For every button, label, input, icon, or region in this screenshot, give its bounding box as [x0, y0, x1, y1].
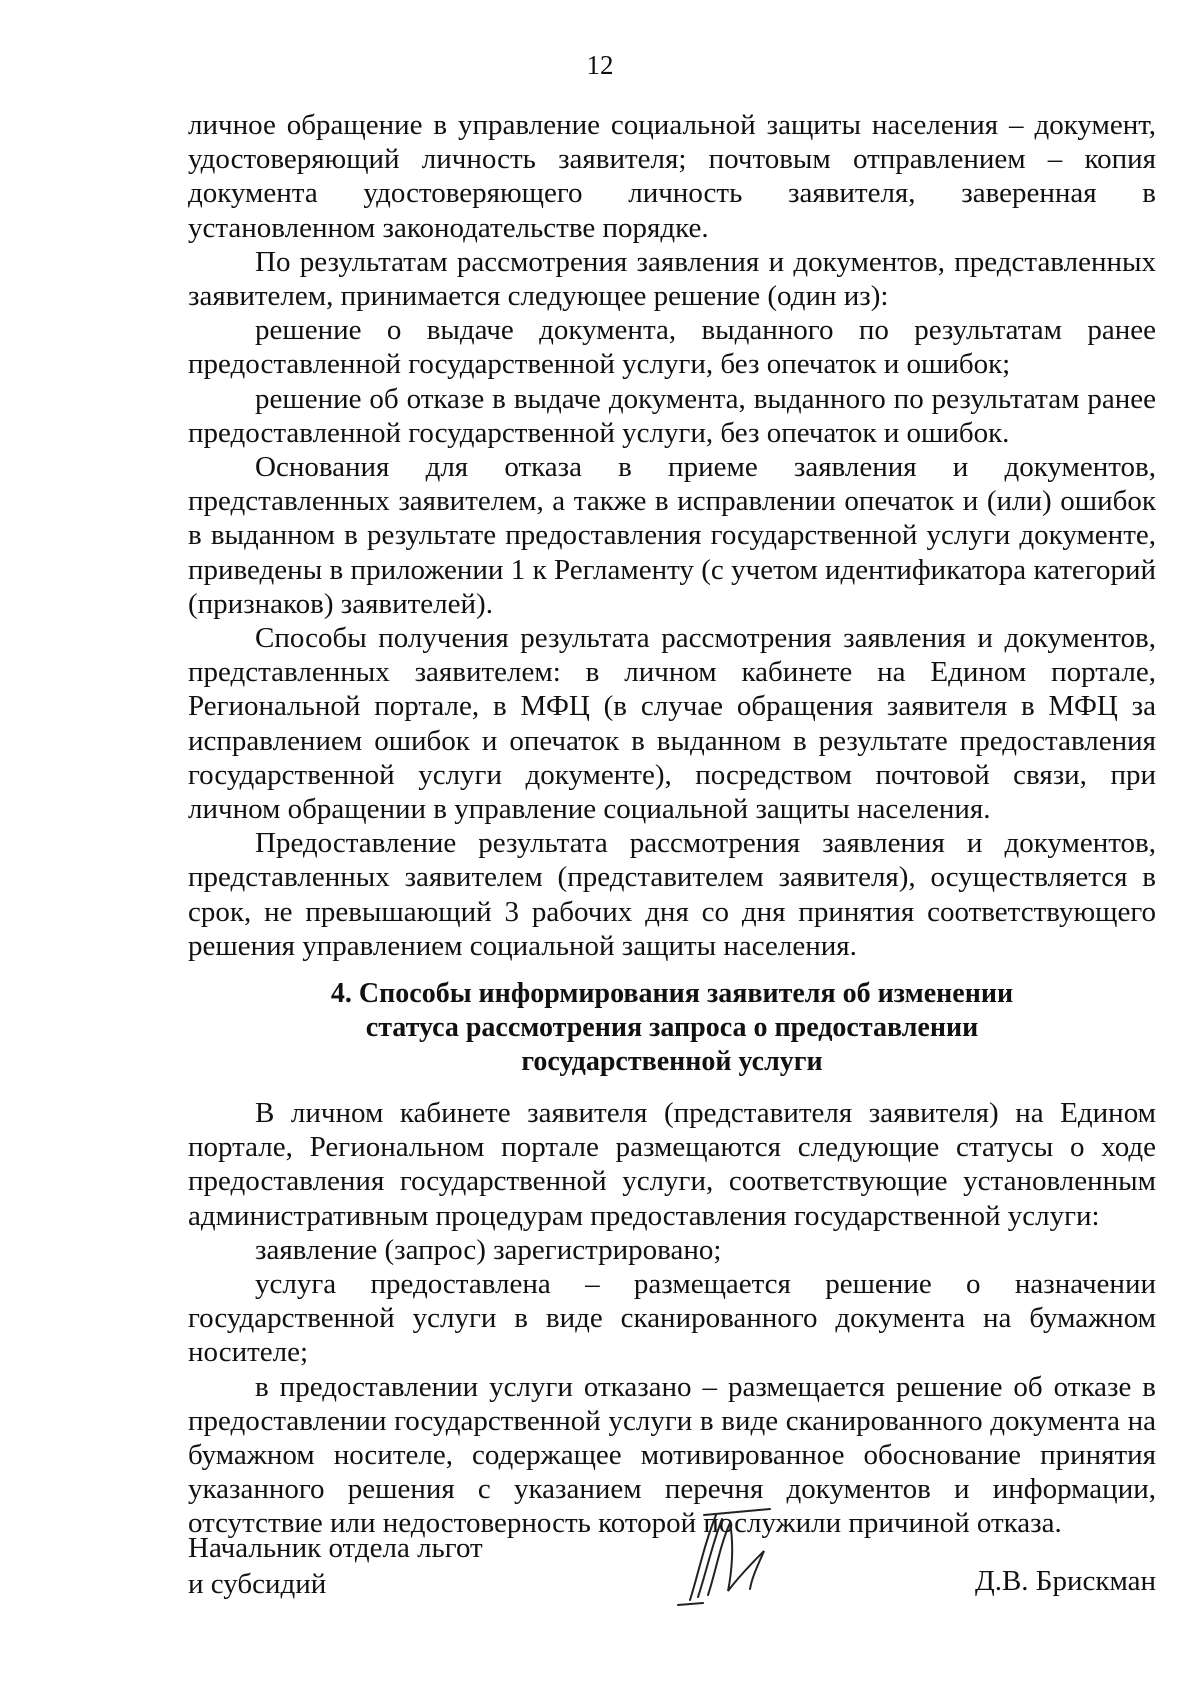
paragraph: Способы получения результата рассмотрения заявления и документов, представленных заявителем: в личном кабинете на Едином портале, Региональной портале, в МФЦ (в случае обращения заявителя в МФЦ за исправлением ошибок и опечаток в выданном в результате предоставления государственной услуги документе), посредством почтовой связи, при личном обращении в управление социальной защиты населения. — [188, 622, 1156, 826]
handwritten-signature — [668, 1505, 778, 1615]
paragraph: Основания для отказа в приеме заявления и документов, представленных заявителем, а также в исправлении опечаток и (или) ошибок в выданном в результате предоставления государственной услуги документе, приведены в приложении 1 к Регламенту (с учетом идентификатора категорий (признаков) заявителей). — [188, 451, 1156, 620]
paragraph: решение об отказе в выдаче документа, выданного по результатам ранее предоставленной государственной услуги, без опечаток и ошибок. — [188, 382, 1156, 449]
paragraph: заявление (запрос) зарегистрировано; — [255, 1233, 722, 1266]
paragraph: личное обращение в управление социальной защиты населения – документ, удостоверяющий личность заявителя; почтовым отправлением – копия документа удостоверяющего личность заявителя, заверенная в установленном законодательстве порядке. — [188, 109, 1156, 244]
position-line: и субсидий — [188, 1568, 327, 1600]
position-line: Начальник отдела льгот — [188, 1532, 483, 1564]
paragraph: услуга предоставлена – размещается решение о назначении государственной услуги в виде сканированного документа на бумажном носителе; — [188, 1268, 1156, 1369]
paragraph: По результатам рассмотрения заявления и документов, представленных заявителем, принимается следующее решение (один из): — [188, 245, 1156, 313]
section-heading — [188, 977, 1156, 1079]
section-heading-line: статуса рассмотрения запроса о предоставлении — [365, 1012, 979, 1043]
paragraph: решение о выдаче документа, выданного по результатам ранее предоставленной государственной услуги, без опечаток и ошибок; — [188, 314, 1156, 381]
section-body — [188, 1096, 1156, 1541]
paragraph: В личном кабинете заявителя (представителя заявителя) на Едином портале, Региональном портале размещаются следующие статусы о ходе предоставления государственной услуги, соответствующие установленным административным процедурам предоставления государственной услуги: — [188, 1097, 1156, 1232]
section-heading-line: государственной услуги — [521, 1046, 823, 1077]
paragraph: Предоставление результата рассмотрения заявления и документов, представленных заявителем (представителем заявителя), осуществляется в срок, не превышающий 3 рабочих дня со дня принятия соответствующего решения управлением социальной защиты населения. — [188, 827, 1156, 962]
signatory-position — [188, 1530, 483, 1602]
section-heading-line: 4. Способы информирования заявителя об изменении — [330, 978, 1014, 1009]
signatory-name: Д.В. Брискман — [974, 1565, 1156, 1597]
page-number: 12 — [586, 50, 614, 80]
paragraph: в предоставлении услуги отказано – размещается решение об отказе в предоставлении государственной услуги в виде сканированного документа на бумажном носителе, содержащее мотивированное обоснование принятия указанного решения с указанием перечня документов и информации, отсутствие или недостоверность которой послужили причиной отказа. — [188, 1370, 1156, 1540]
document-body — [188, 108, 1156, 963]
